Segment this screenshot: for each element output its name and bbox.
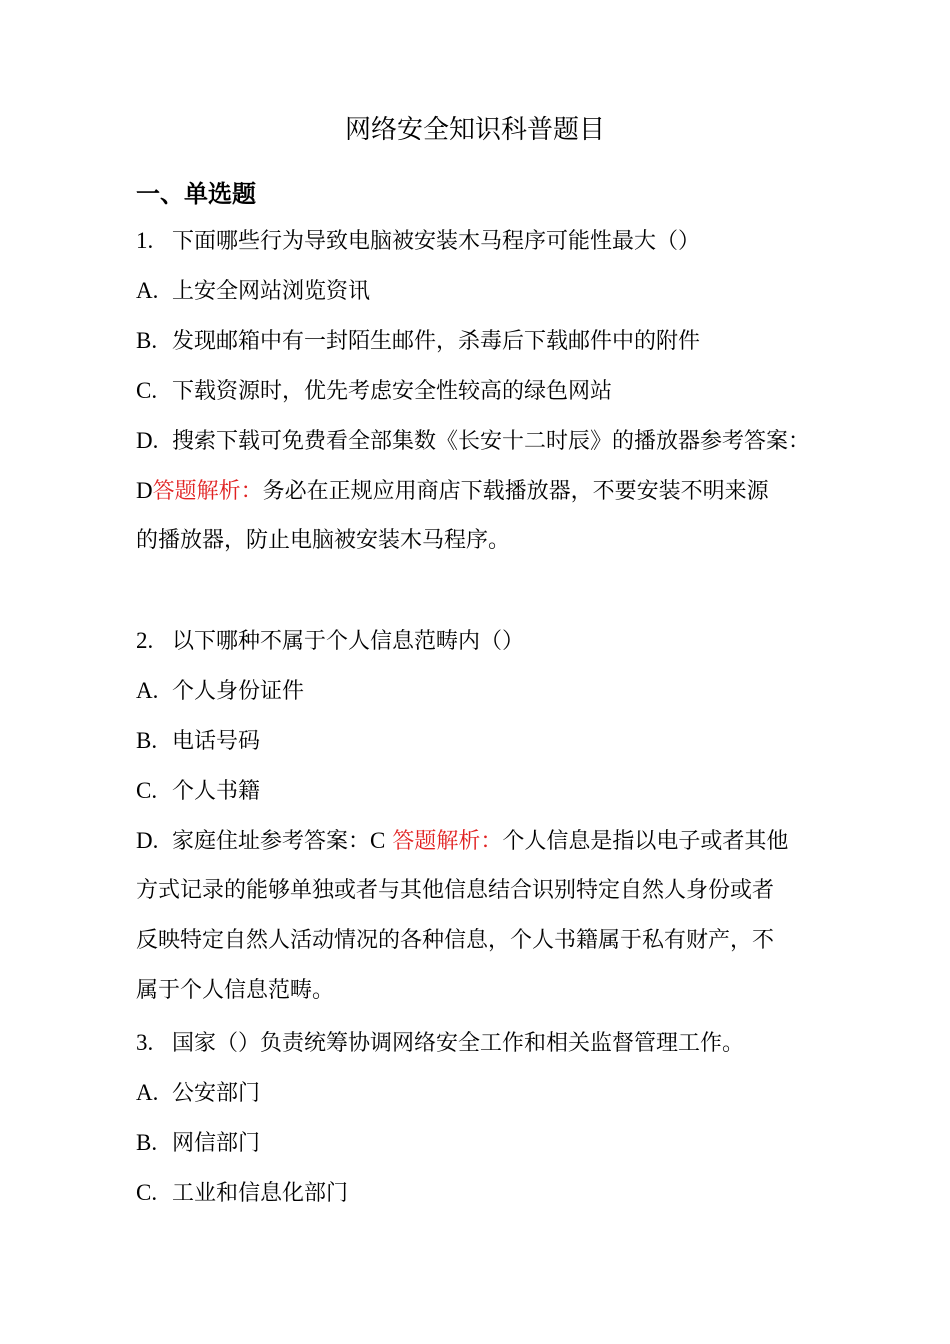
option-text: 搜索下载可免费看全部集数《长安十二时辰》的播放器参考答案： <box>172 429 811 454</box>
question-1-option-c <box>136 373 836 410</box>
question-number: 3. <box>136 1030 154 1055</box>
analysis-text: 属于个人信息范畴。 <box>136 978 335 1003</box>
option-text: 下载资源时，优先考虑安全性较高的绿色网站 <box>172 379 613 404</box>
option-text: 电话号码 <box>172 729 261 754</box>
question-1-analysis-continued <box>136 523 836 559</box>
question-1-option-a <box>136 273 836 310</box>
option-letter: B. <box>136 1130 158 1155</box>
question-3-stem <box>136 1025 836 1062</box>
document-title: 网络安全知识科普题目 <box>344 115 605 145</box>
option-letter: D. <box>136 428 159 453</box>
question-3-option-a <box>136 1075 836 1112</box>
option-text: 工业和信息化部门 <box>172 1181 349 1206</box>
option-letter: C. <box>136 1180 158 1205</box>
answer-letter: D <box>136 478 153 503</box>
analysis-label: 答题解析： <box>392 829 503 854</box>
analysis-text: 反映特定自然人活动情况的各种信息，个人书籍属于私有财产，不 <box>136 928 775 953</box>
question-2-option-d <box>136 823 836 860</box>
question-1-stem <box>136 223 836 260</box>
option-text: 个人书籍 <box>172 779 261 804</box>
question-number: 2. <box>136 628 154 653</box>
question-2-analysis-line-4 <box>136 973 836 1009</box>
section-heading: 一、单选题 <box>136 180 256 208</box>
question-text: 下面哪些行为导致电脑被安装木马程序可能性最大（） <box>172 229 701 254</box>
question-2-analysis-line-3 <box>136 923 836 959</box>
option-letter: C. <box>136 378 158 403</box>
analysis-text: 方式记录的能够单独或者与其他信息结合识别特定自然人身份或者 <box>136 878 775 903</box>
question-2-stem <box>136 623 836 660</box>
option-letter: A. <box>136 678 159 703</box>
question-2-option-a <box>136 673 836 710</box>
option-text: 网信部门 <box>172 1131 261 1156</box>
option-letter: B. <box>136 728 158 753</box>
question-number: 1. <box>136 228 154 253</box>
analysis-text: 务必在正规应用商店下载播放器，不要安装不明来源 <box>262 479 769 504</box>
question-2-analysis-line-2 <box>136 873 836 909</box>
option-letter: C. <box>136 778 158 803</box>
option-letter: D. <box>136 828 159 853</box>
question-text: 以下哪种不属于个人信息范畴内（） <box>172 629 525 654</box>
question-3-option-b <box>136 1125 836 1162</box>
question-2-option-b <box>136 723 836 760</box>
answer-letter: C <box>370 828 386 853</box>
option-letter: A. <box>136 278 159 303</box>
question-2-option-c <box>136 773 836 810</box>
question-1-option-b <box>136 323 836 360</box>
option-letter: A. <box>136 1080 159 1105</box>
option-text: 上安全网站浏览资讯 <box>172 279 371 304</box>
analysis-text: 的播放器，防止电脑被安装木马程序。 <box>136 528 511 553</box>
option-letter: B. <box>136 328 158 353</box>
question-3-option-c <box>136 1175 836 1212</box>
analysis-label: 答题解析： <box>152 479 263 504</box>
option-text: 发现邮箱中有一封陌生邮件，杀毒后下载邮件中的附件 <box>172 329 701 354</box>
question-1-option-d <box>136 423 836 460</box>
option-text: 家庭住址参考答案： <box>172 829 371 854</box>
analysis-text: 个人信息是指以电子或者其他 <box>502 829 789 854</box>
option-text: 个人身份证件 <box>172 679 305 704</box>
question-1-analysis <box>136 473 836 510</box>
option-text: 公安部门 <box>172 1081 261 1106</box>
question-text: 国家（）负责统筹协调网络安全工作和相关监督管理工作。 <box>172 1031 745 1056</box>
